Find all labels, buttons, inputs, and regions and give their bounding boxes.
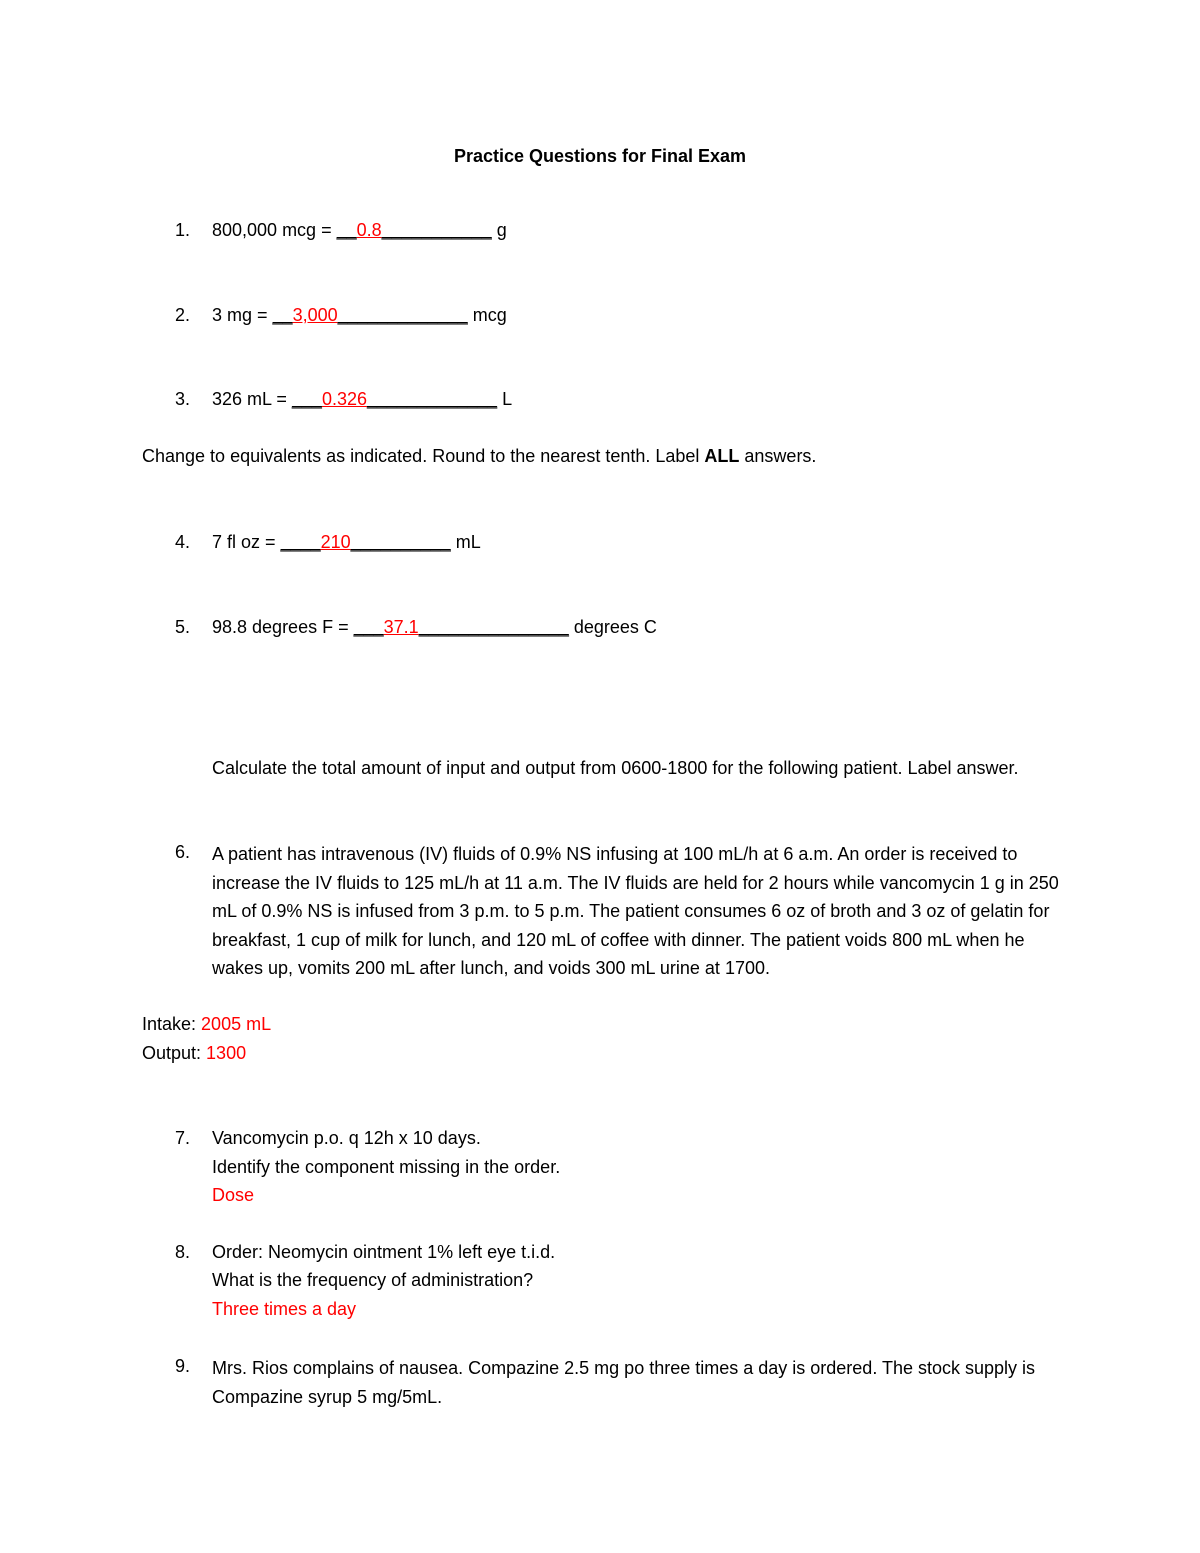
answer-value: 3,000 — [292, 305, 338, 325]
question-number: 9. — [174, 1356, 190, 1376]
question-8-line2: What is the frequency of administration? — [212, 1270, 534, 1290]
output-line — [142, 1041, 246, 1065]
question-8-answer: Three times a day — [212, 1299, 357, 1319]
question-unit: mL — [450, 532, 481, 552]
instructions-bold: ALL — [704, 446, 740, 466]
question-7-line1: Vancomycin p.o. q 12h x 10 days. — [212, 1128, 481, 1148]
question-9-text: Mrs. Rios complains of nausea. Compazine 2.5 mg po three times a day is ordered. The stock supply is Compazine syrup 5 mg/5mL. — [212, 1358, 1036, 1407]
answer-value: 37.1 — [383, 617, 419, 637]
question-unit: g — [491, 220, 507, 240]
question-prefix: 98.8 degrees F = — [212, 617, 354, 637]
intake-value: 2005 mL — [201, 1014, 272, 1034]
question-number: 6. — [174, 842, 190, 862]
question-number: 5. — [174, 617, 190, 637]
question-prefix: 7 fl oz = — [212, 532, 281, 552]
intake-line — [142, 1012, 271, 1036]
question-2 — [212, 303, 507, 327]
blank-trail: _____________ — [337, 305, 468, 325]
question-8-line1: Order: Neomycin ointment 1% left eye t.i.d. — [212, 1242, 556, 1262]
blank-lead: ____ — [280, 532, 321, 552]
question-number: 7. — [174, 1128, 190, 1148]
question-number: 8. — [174, 1242, 190, 1262]
blank-lead: ___ — [291, 389, 322, 409]
question-number: 4. — [174, 532, 190, 552]
blank-lead: __ — [272, 305, 293, 325]
intake-label: Intake: — [142, 1014, 202, 1034]
question-prefix: 326 mL = — [212, 389, 292, 409]
question-7-answer: Dose — [212, 1185, 255, 1205]
question-unit: degrees C — [568, 617, 657, 637]
question-5 — [212, 615, 657, 639]
question-prefix: 800,000 mcg = — [212, 220, 337, 240]
blank-trail: _______________ — [418, 617, 569, 637]
blank-trail: __________ — [350, 532, 451, 552]
blank-lead: ___ — [353, 617, 384, 637]
question-number: 2. — [174, 305, 190, 325]
page-title: Practice Questions for Final Exam — [453, 146, 747, 166]
output-value: 1300 — [206, 1043, 247, 1063]
question-7-line2: Identify the component missing in the order. — [212, 1157, 561, 1177]
instructions-text: Change to equivalents as indicated. Round to the nearest tenth. Label — [142, 446, 705, 466]
question-unit: mcg — [467, 305, 507, 325]
question-6-text: A patient has intravenous (IV) fluids of 0.9% NS infusing at 100 mL/h at 6 a.m. An order is received to increase the IV fluids to 125 mL/h at 11 a.m. The IV fluids are held for 2 hours while vancomycin 1 g in 250 mL of 0.9% NS is infused from 3 p.m. to 5 p.m. The patient consumes 6 oz of broth and 3 oz of gelatin for breakfast, 1 cup of milk for lunch, and 120 mL of coffee with dinner. The patient voids 800 mL when he wakes up, vomits 200 mL after lunch, and voids 300 mL urine at 1700. — [212, 844, 1059, 978]
instructions-text-end: answers. — [739, 446, 817, 466]
answer-value: 210 — [320, 532, 351, 552]
answer-value: 0.8 — [356, 220, 382, 240]
output-label: Output: — [142, 1043, 207, 1063]
question-4 — [212, 530, 481, 554]
blank-trail: _____________ — [366, 389, 498, 409]
question-prefix: 3 mg = — [212, 305, 273, 325]
answer-value: 0.326 — [321, 389, 367, 409]
calc-instructions: Calculate the total amount of input and output from 0600-1800 for the following patient. Label answer. — [212, 758, 1019, 778]
question-number: 3. — [174, 389, 190, 409]
instructions — [142, 444, 816, 468]
blank-trail: ___________ — [381, 220, 492, 240]
question-unit: L — [497, 389, 513, 409]
question-number: 1. — [174, 220, 190, 240]
blank-lead: __ — [336, 220, 357, 240]
question-1 — [212, 218, 507, 242]
question-3 — [212, 387, 512, 411]
